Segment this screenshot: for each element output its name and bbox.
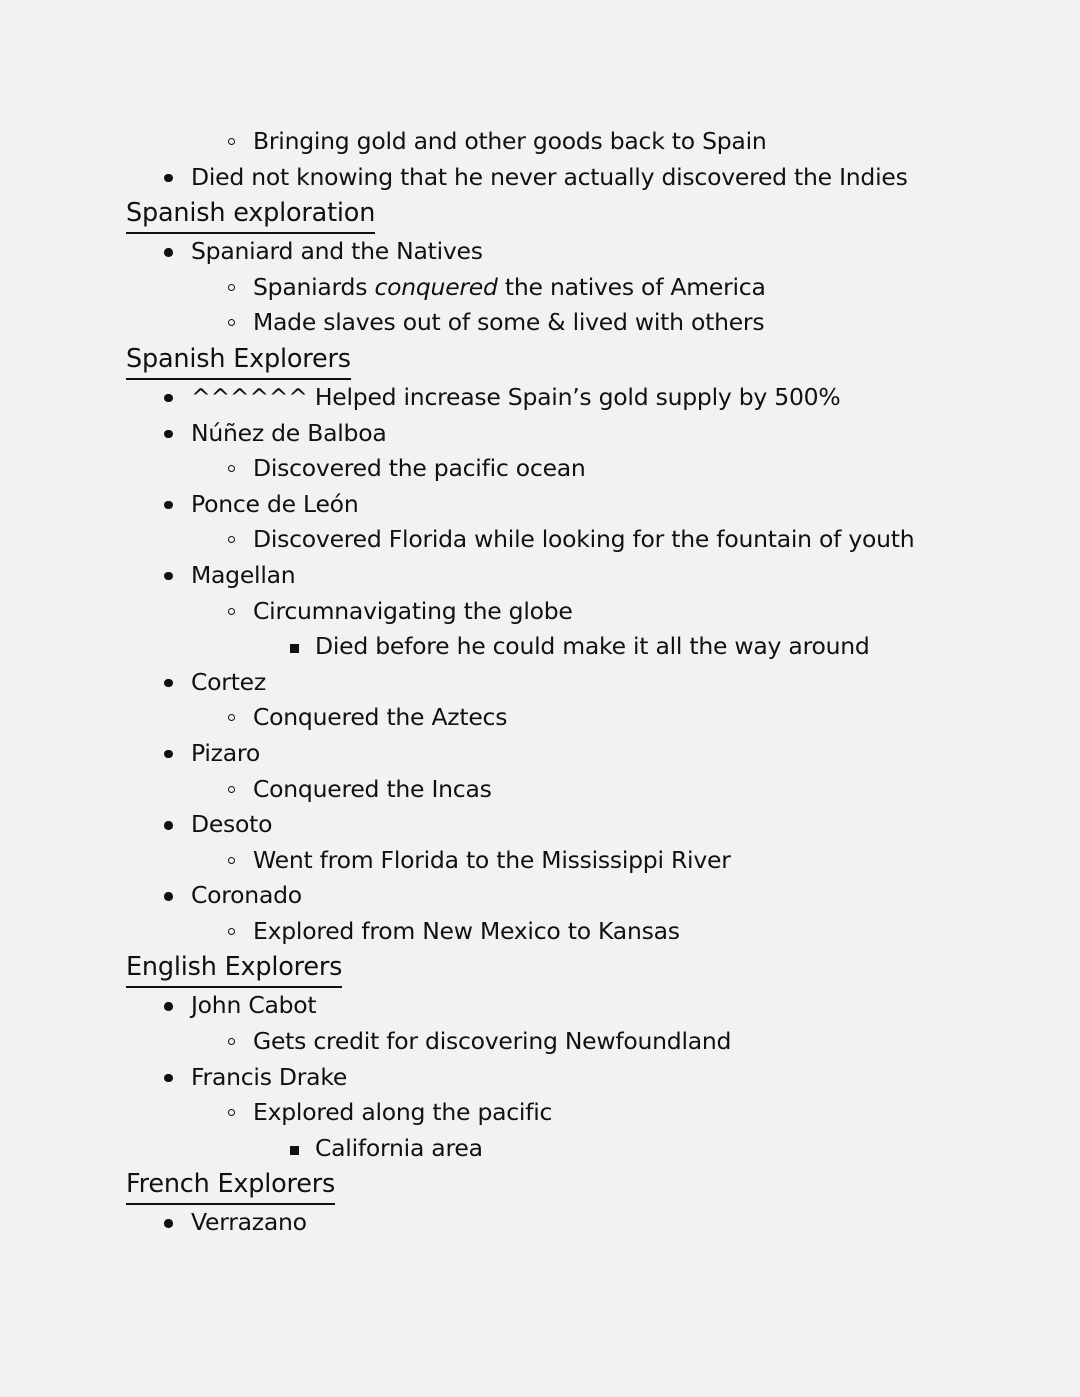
list-item — [126, 416, 1006, 452]
list-item — [126, 914, 1006, 950]
list-item — [126, 1131, 1006, 1167]
section-heading — [126, 949, 1006, 988]
list-item — [126, 124, 1006, 160]
list-item-label: Spaniard and the Natives — [191, 237, 483, 266]
list-item-label: Núñez de Balboa — [191, 418, 387, 447]
list-item-label: Pizaro — [191, 738, 260, 767]
list-item-label: Discovered the pacific ocean — [253, 454, 586, 483]
list-item-label: Conquered the Incas — [253, 774, 492, 803]
list-item-label — [253, 270, 766, 306]
section-heading-label: French Explorers — [126, 1166, 335, 1205]
list-item — [126, 878, 1006, 914]
list-item-label: Verrazano — [191, 1208, 307, 1237]
list-item-label: Conquered the Aztecs — [253, 703, 508, 732]
list-item-label: Magellan — [191, 560, 296, 589]
list-item — [126, 305, 1006, 341]
list-item — [126, 700, 1006, 736]
outline-content — [126, 124, 1006, 1241]
list-item-label: Explored from New Mexico to Kansas — [253, 916, 680, 945]
list-item-label: Bringing gold and other goods back to Spain — [253, 127, 767, 155]
list-item-text-post: the natives of America — [497, 272, 766, 301]
list-item — [126, 594, 1006, 630]
list-item-label: California area — [315, 1133, 483, 1162]
list-item — [126, 665, 1006, 701]
list-item-label: Francis Drake — [191, 1062, 348, 1091]
list-item — [126, 843, 1006, 879]
list-item — [126, 1095, 1006, 1131]
list-item — [126, 807, 1006, 843]
list-item — [126, 629, 1006, 665]
list-item-label: Ponce de León — [191, 489, 359, 518]
section-heading-label: Spanish exploration — [126, 195, 375, 234]
list-item — [126, 1024, 1006, 1060]
list-item-label: ^^^^^^ Helped increase Spain’s gold supply by 500% — [191, 382, 841, 411]
list-item — [126, 451, 1006, 487]
list-item — [126, 270, 1006, 306]
list-item — [126, 160, 1006, 196]
list-item-label: Died not knowing that he never actually discovered the Indies — [191, 162, 908, 191]
list-item — [126, 1060, 1006, 1096]
list-item-label: Made slaves out of some & lived with others — [253, 308, 765, 337]
list-item-label: Gets credit for discovering Newfoundland — [253, 1027, 732, 1056]
list-item — [126, 234, 1006, 270]
list-item-label: Discovered Florida while looking for the fountain of youth — [253, 525, 915, 554]
section-heading — [126, 1166, 1006, 1205]
section-heading-label: English Explorers — [126, 949, 342, 988]
list-item — [126, 736, 1006, 772]
list-item — [126, 1205, 1006, 1241]
list-item-label: Died before he could make it all the way around — [315, 632, 870, 661]
list-item-label: Desoto — [191, 810, 273, 839]
list-item-text-pre: Spaniards — [253, 272, 375, 301]
list-item-label: John Cabot — [191, 991, 317, 1020]
list-item — [126, 988, 1006, 1024]
list-item-label: Cortez — [191, 667, 266, 696]
list-item — [126, 772, 1006, 808]
section-heading — [126, 195, 1006, 234]
list-item-text-emphasis: conquered — [374, 272, 498, 301]
list-item-label: Circumnavigating the globe — [253, 596, 573, 625]
list-item — [126, 522, 1006, 558]
list-item-label: Explored along the pacific — [253, 1098, 553, 1127]
section-heading-label: Spanish Explorers — [126, 341, 351, 380]
list-item — [126, 558, 1006, 594]
list-item-label: Coronado — [191, 881, 302, 910]
list-item — [126, 487, 1006, 523]
list-item-label: Went from Florida to the Mississippi River — [253, 845, 731, 874]
section-heading — [126, 341, 1006, 380]
list-item — [126, 380, 1006, 416]
